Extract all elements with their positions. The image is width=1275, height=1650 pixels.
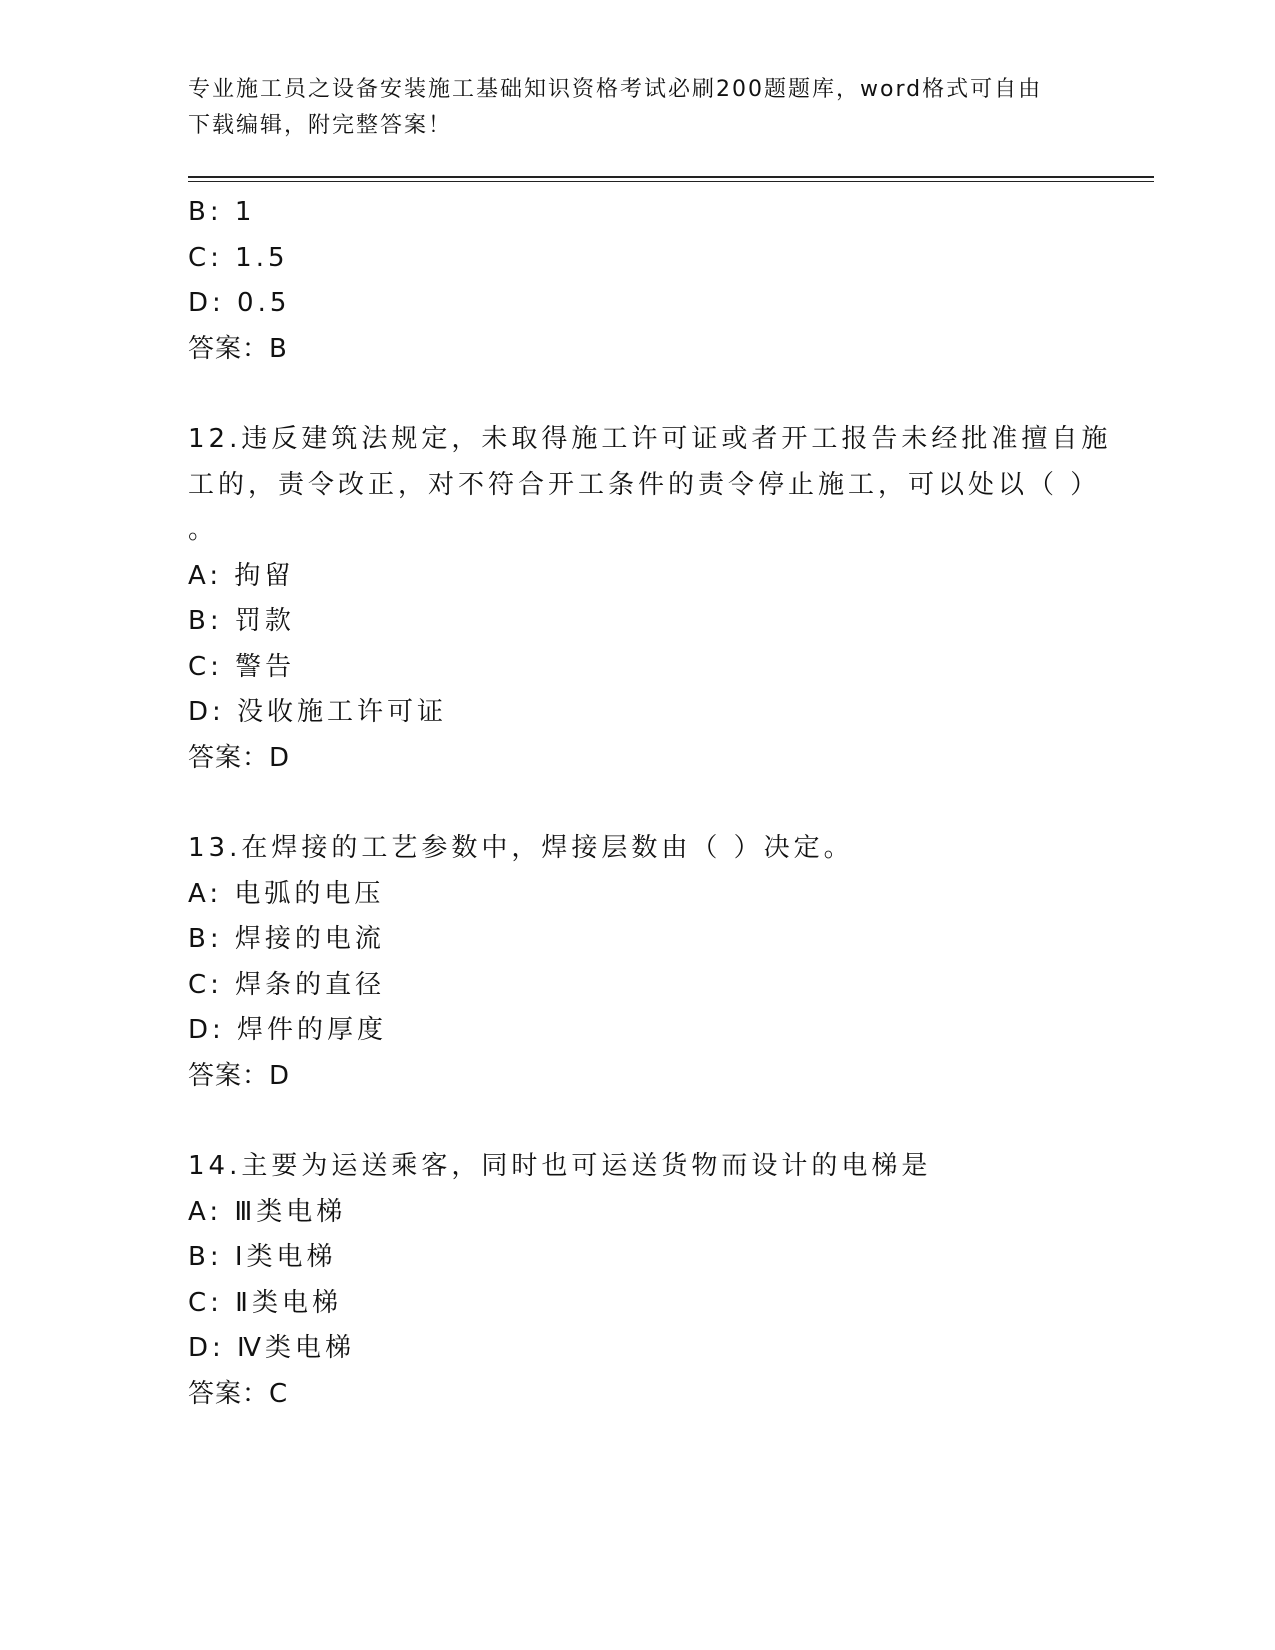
option-d: D: 焊件的厚度 (188, 1015, 388, 1045)
question-stem: 13.在焊接的工艺参数中，焊接层数由（ ）决定。 (188, 833, 854, 863)
answer-line: 答案：C (188, 1378, 289, 1409)
question-11 (188, 190, 1088, 372)
option-a: A: 拘留 (188, 560, 295, 591)
option-a: A: 电弧的电压 (188, 878, 385, 909)
answer-line: 答案：D (188, 1060, 291, 1091)
option-a: A: Ⅲ类电梯 (188, 1196, 347, 1227)
question-stem-line-1: 12.违反建筑法规定，未取得施工许可证或者开工报告未经批准擅自施 (188, 424, 1112, 454)
header-line-1: 专业施工员之设备安装施工基础知识资格考试必刷200题题库，word格式可自由 (188, 77, 1043, 102)
question-13 (188, 826, 1088, 1099)
question-gap (188, 1099, 1088, 1144)
option-d: D: Ⅳ类电梯 (188, 1333, 356, 1363)
option-d: D: 没收施工许可证 (188, 697, 448, 727)
question-gap (188, 372, 1088, 417)
question-gap (188, 781, 1088, 826)
question-list (188, 190, 1112, 1417)
option-d: D: 0.5 (188, 288, 291, 318)
answer-line: 答案：B (188, 333, 288, 364)
question-stem: 14.主要为运送乘客，同时也可运送货物而设计的电梯是 (188, 1151, 932, 1181)
option-b: B: 罚款 (188, 606, 295, 636)
question-14 (188, 1144, 1088, 1417)
option-c: C: 1.5 (188, 242, 289, 273)
header-rule-thick (188, 176, 1154, 178)
option-b: B: 焊接的电流 (188, 924, 385, 954)
option-b: B: Ⅰ类电梯 (188, 1242, 337, 1272)
document-header (188, 72, 1078, 144)
header-rule-thin (188, 181, 1154, 182)
header-line-2: 下载编辑，附完整答案！ (188, 113, 453, 138)
answer-line: 答案：D (188, 742, 291, 773)
option-b: B: 1 (188, 197, 256, 227)
option-c: C: 警告 (188, 651, 296, 682)
question-stem-line-3: 。 (188, 515, 219, 545)
option-c: C: Ⅱ类电梯 (188, 1287, 342, 1318)
question-stem-line-2: 工的，责令改正，对不符合开工条件的责令停止施工，可以处以（ ） (188, 469, 1101, 500)
option-c: C: 焊条的直径 (188, 969, 386, 1000)
question-12 (188, 417, 1112, 781)
